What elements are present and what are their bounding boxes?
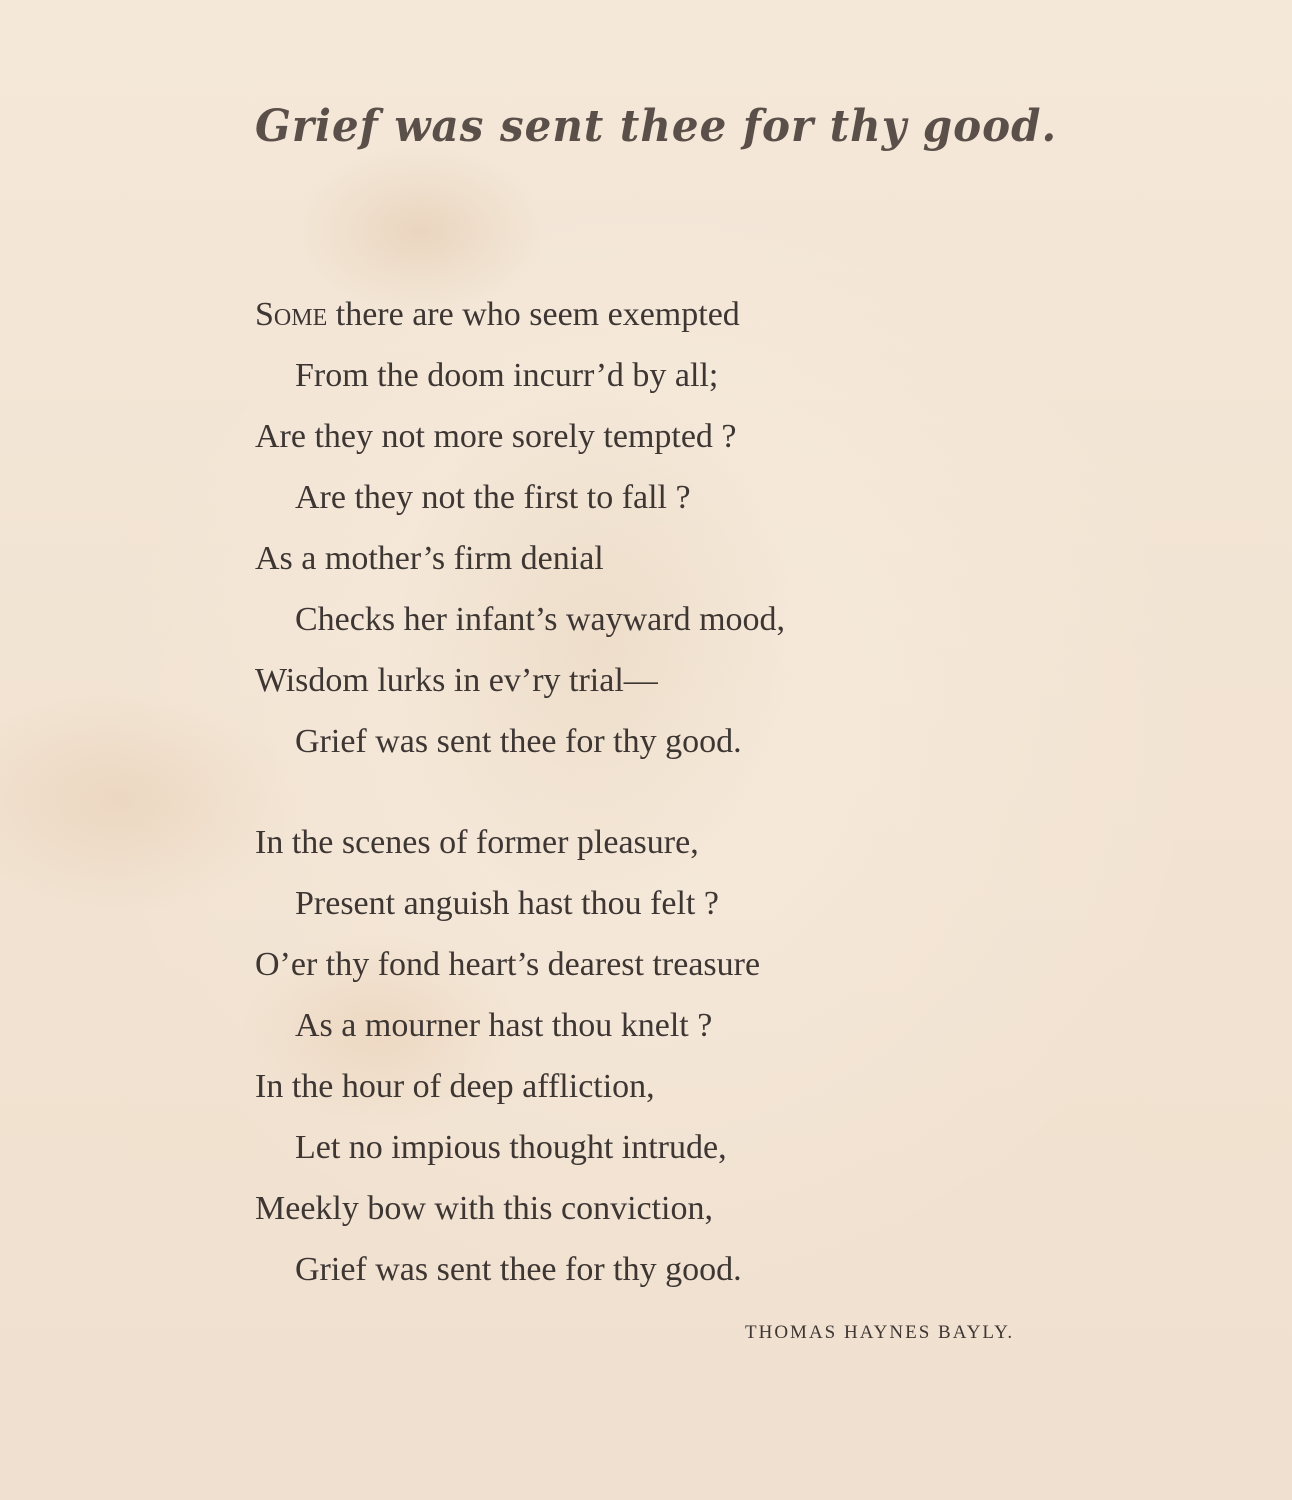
drop-word: Some [255, 296, 328, 333]
poem-line: Are they not the first to fall ? [295, 479, 691, 516]
poem-line: In the scenes of former pleasure, [255, 824, 699, 861]
line-text: there are who seem exempted [327, 296, 740, 333]
poem-line [255, 284, 785, 345]
poem-line: Are they not more sorely tempted ? [255, 418, 737, 455]
author-credit: THOMAS HAYNES BAYLY. [745, 1322, 1015, 1343]
poem-line: Checks her infant’s wayward mood, [295, 601, 786, 638]
poem-line: O’er thy fond heart’s dearest treasure [255, 946, 761, 983]
poem-line: Let no impious thought intrude, [295, 1129, 727, 1166]
stanza-2 [255, 812, 760, 1300]
stanza-1 [255, 284, 785, 772]
poem-line: Meekly bow with this conviction, [255, 1190, 714, 1227]
poem-title: Grief was sent thee for thy good. [255, 100, 1058, 152]
poem-line: From the doom incurr’d by all; [295, 357, 719, 394]
poem-line: Grief was sent thee for thy good. [295, 1251, 742, 1288]
poem-line: In the hour of deep affliction, [255, 1068, 655, 1105]
poem-line: Grief was sent thee for thy good. [295, 723, 742, 760]
poem-line: Wisdom lurks in ev’ry trial— [255, 662, 658, 699]
poem-line: As a mourner hast thou knelt ? [295, 1007, 713, 1044]
poem-line: As a mother’s firm denial [255, 540, 604, 577]
poem-line: Present anguish hast thou felt ? [295, 885, 719, 922]
